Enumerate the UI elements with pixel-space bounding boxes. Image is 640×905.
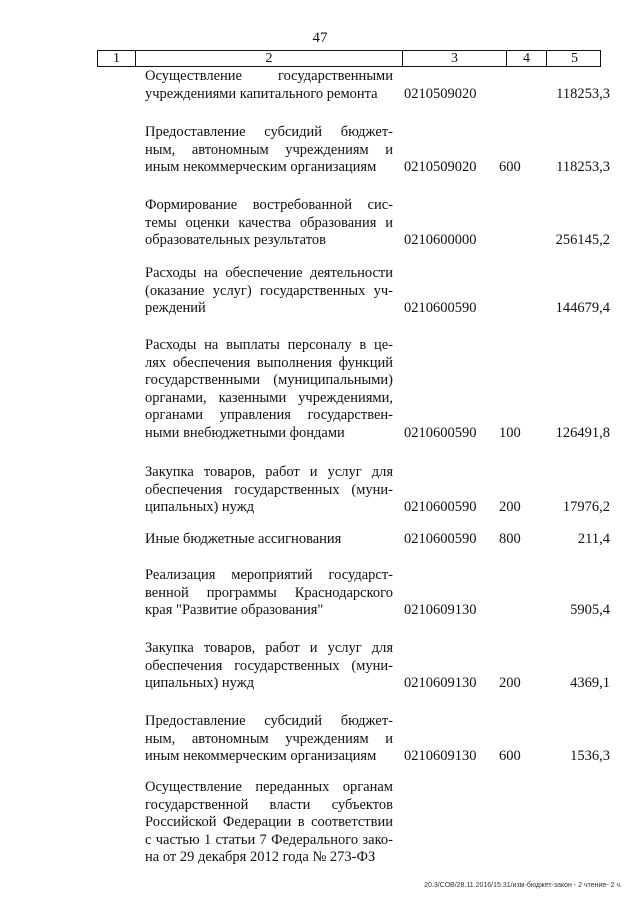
row-name	[145, 464, 393, 517]
row-name-line: реждений	[145, 300, 206, 317]
row-name-line: учреждениями капитального ремонта	[145, 85, 378, 102]
row-code: 0210600590	[404, 531, 477, 547]
row-name-line: Осуществление переданных органам	[145, 779, 393, 795]
row-amount: 17976,2	[562, 499, 610, 516]
row-name-line: Формирование востребованной сис-	[145, 197, 393, 213]
row-code: 0210609130	[404, 675, 477, 692]
row-name-line: Расходы на обеспечение деятельности	[145, 265, 393, 281]
row-vr: 600	[499, 748, 521, 765]
row-code: 0210600590	[404, 425, 477, 441]
header-col-1: 1	[98, 51, 136, 66]
row-name-line: ципальных) нужд	[145, 675, 255, 692]
row-name-line: ным, автономным учреждениям и	[145, 730, 393, 747]
row-name-line: Закупка товаров, работ и услуг для	[145, 464, 393, 480]
row-name-line: Предоставление субсидий бюджет-	[145, 124, 393, 140]
row-name	[145, 567, 393, 620]
row-name-line: обеспечения государственных (муни-	[145, 657, 393, 674]
row-vr: 200	[499, 675, 521, 692]
row-name-line: образовательных результатов	[145, 232, 326, 249]
row-name	[145, 531, 393, 549]
row-name-line: государственными (муниципальными)	[145, 372, 393, 389]
row-name-line: венной программы Краснодарского	[145, 584, 393, 601]
row-amount: 211,4	[577, 531, 610, 547]
row-vr: 600	[499, 159, 521, 176]
row-amount: 256145,2	[555, 232, 610, 249]
row-name-line: ципальных) нужд	[145, 499, 255, 516]
row-name-line: темы оценки качества образования и	[145, 214, 393, 231]
row-name-line: на от 29 декабря 2012 года № 273-ФЗ	[145, 849, 376, 866]
row-name-line: Осуществление государственными	[145, 68, 393, 84]
row-amount: 144679,4	[555, 300, 610, 317]
header-col-3: 3	[403, 51, 507, 66]
row-amount: 4369,1	[570, 675, 610, 692]
header-col-5: 5	[571, 51, 578, 66]
row-code: 0210600000	[404, 232, 477, 249]
table-header	[97, 50, 601, 67]
row-name-line: края "Развитие образования"	[145, 602, 324, 619]
row-name-line: ными внебюджетными фондами	[145, 424, 345, 441]
row-vr: 800	[499, 531, 521, 547]
row-name	[145, 640, 393, 693]
footer-stamp: 20.3/СОВ/28.11.2016/15:31/изм-бюджет-закон - 2 чтение- 2 ч.	[424, 882, 622, 889]
row-name-line: Иные бюджетные ассигнования	[145, 531, 342, 547]
row-amount: 1536,3	[570, 748, 610, 765]
row-code: 0210609130	[404, 602, 477, 619]
row-name-line: иным некоммерческим организациям	[145, 748, 377, 765]
row-name-line: государственной власти субъектов	[145, 796, 393, 813]
row-name-line: с частью 1 статьи 7 Федерального зако-	[145, 831, 393, 848]
row-name-line: ным, автономным учреждениям и	[145, 141, 393, 158]
row-code: 0210600590	[404, 499, 477, 516]
row-name-line: Реализация мероприятий государст-	[145, 567, 393, 583]
row-name	[145, 68, 393, 103]
row-amount: 5905,4	[570, 602, 610, 619]
row-name-line: иным некоммерческим организациям	[145, 159, 377, 176]
row-code: 0210600590	[404, 300, 477, 317]
row-name	[145, 197, 393, 250]
row-amount: 126491,8	[555, 425, 610, 441]
row-vr: 100	[499, 425, 521, 441]
row-name-line: обеспечения государственных (муни-	[145, 481, 393, 498]
header-col-4: 4	[507, 51, 547, 66]
row-vr: 200	[499, 499, 521, 516]
row-name-line: органами, казенными учреждениями,	[145, 389, 393, 406]
row-name	[145, 124, 393, 177]
row-amount: 118253,3	[556, 85, 610, 102]
row-name	[145, 265, 393, 318]
row-name-line: лях обеспечения выполнения функций	[145, 354, 393, 371]
row-name-line: органами управления государствен-	[145, 407, 393, 424]
row-name-line: Российской Федерации в соответствии	[145, 814, 393, 831]
row-name-line: Закупка товаров, работ и услуг для	[145, 640, 393, 656]
row-code: 0210609130	[404, 748, 477, 765]
row-name	[145, 779, 393, 867]
page-number: 47	[312, 30, 328, 46]
row-name	[145, 713, 393, 766]
row-amount: 118253,3	[556, 159, 610, 176]
row-code: 0210509020	[404, 85, 477, 102]
row-name	[145, 337, 393, 443]
row-name-line: Предоставление субсидий бюджет-	[145, 713, 393, 729]
header-col-2: 2	[136, 51, 403, 66]
row-name-line: Расходы на выплаты персоналу в це-	[145, 337, 393, 353]
row-name-line: (оказание услуг) государственных уч-	[145, 282, 393, 299]
row-code: 0210509020	[404, 159, 477, 176]
